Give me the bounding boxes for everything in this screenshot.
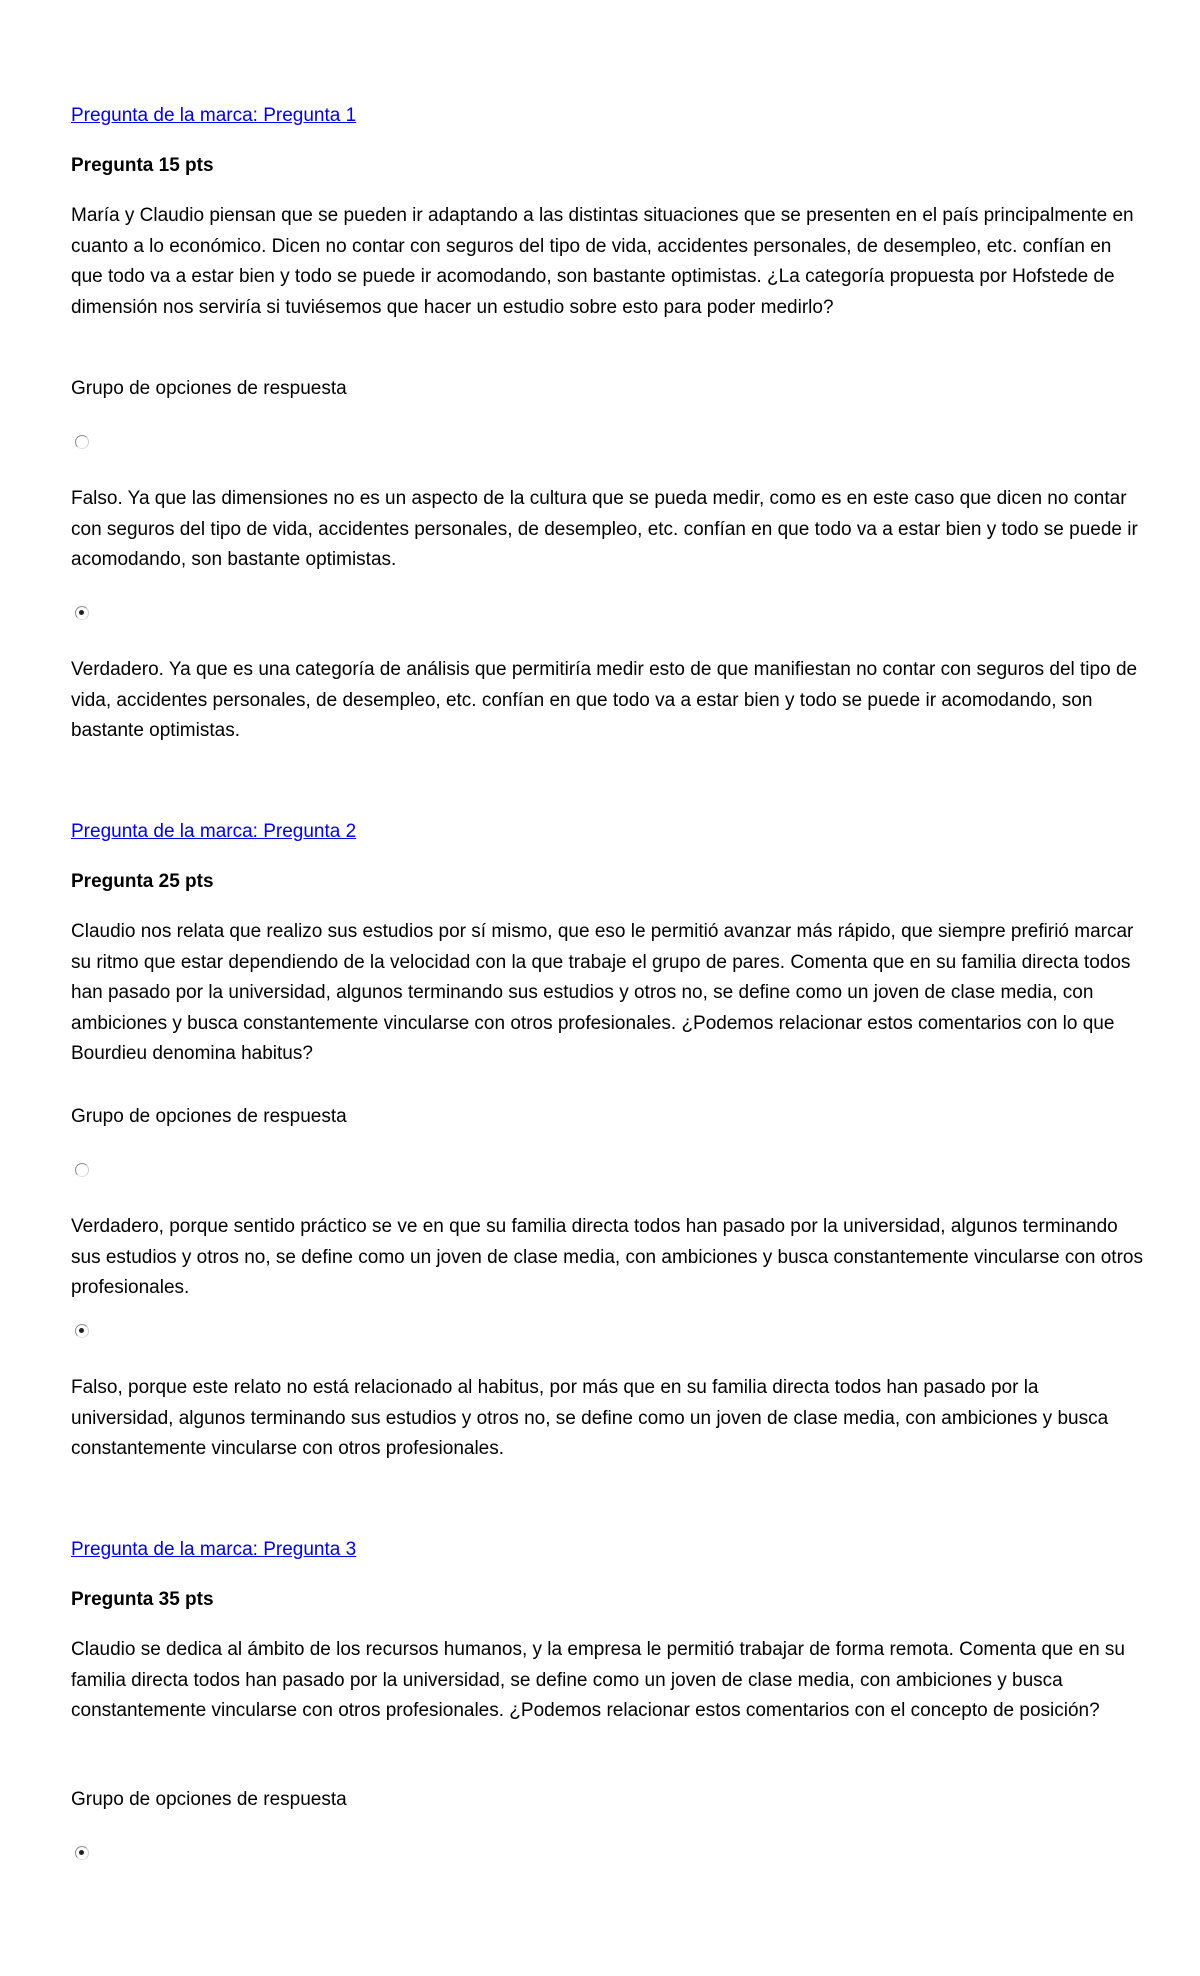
question-text: Claudio nos relata que realizo sus estudios por sí mismo, que eso le permitió avanzar más rápido, que siempre prefirió marcar su ritmo que estar dependiendo de la velocidad con la que trabaje el grupo de pares. Comenta que en su familia directa todos han pasado por la universidad, algunos terminando sus estudios y otros no, se define como un joven de clase media, con ambiciones y busca constantemente vincularse con otros profesionales. ¿Podemos relacionar estos comentarios con lo que Bourdieu denomina habitus? (71, 921, 1134, 1064)
answer-option-text-1: Verdadero, porque sentido práctico se ve en que su familia directa todos han pasado por la universidad, algunos terminando sus estudios y otros no, se define como un joven de clase media, con ambiciones y busca constantemente vincularse con otros profesionales. (71, 1216, 1143, 1298)
radio-selected-dot (79, 1328, 84, 1333)
radio-selected-dot (79, 1850, 84, 1855)
answer-radio-option-2[interactable] (75, 606, 89, 620)
flag-question-link[interactable]: Pregunta de la marca: Pregunta 1 (71, 105, 357, 126)
answer-radio-option-1[interactable] (75, 1163, 89, 1177)
answer-option-text-2: Falso, porque este relato no está relacionado al habitus, por más que en su familia directa todos han pasado por la universidad, algunos terminando sus estudios y otros no, se define como un joven de clase media, con ambiciones y busca constantemente vincularse con otros profesionales. (71, 1377, 1109, 1459)
question-title: Pregunta 15 pts (71, 155, 214, 176)
question-title: Pregunta 25 pts (71, 871, 214, 892)
question-title: Pregunta 35 pts (71, 1589, 214, 1610)
answer-radio-option-1[interactable] (75, 435, 89, 449)
answer-option-text-1: Falso. Ya que las dimensiones no es un aspecto de la cultura que se pueda medir, como es en este caso que dicen no contar con seguros del tipo de vida, accidentes personales, de desempleo, etc. confían en que todo va a estar bien y todo se puede ir acomodando, son bastante optimistas. (71, 488, 1138, 570)
answer-option-text-2: Verdadero. Ya que es una categoría de análisis que permitiría medir esto de que manifiestan no contar con seguros del tipo de vida, accidentes personales, de desempleo, etc. confían en que todo va a estar bien y todo se puede ir acomodando, son bastante optimistas. (71, 659, 1138, 741)
answer-group-label: Grupo de opciones de respuesta (71, 1106, 347, 1127)
answer-group-label: Grupo de opciones de respuesta (71, 378, 347, 399)
radio-selected-dot (79, 610, 84, 615)
answer-radio-option-1[interactable] (75, 1846, 89, 1860)
question-text: María y Claudio piensan que se pueden ir adaptando a las distintas situaciones que se presenten en el país principalmente en cuanto a lo económico. Dicen no contar con seguros del tipo de vida, accidentes personales, de desempleo, etc. confían en que todo va a estar bien y todo se puede ir acomodando, son bastante optimistas. ¿La categoría propuesta por Hofstede de dimensión nos serviría si tuviésemos que hacer un estudio sobre esto para poder medirlo? (71, 205, 1134, 318)
answer-radio-option-2[interactable] (75, 1324, 89, 1338)
question-text: Claudio se dedica al ámbito de los recursos humanos, y la empresa le permitió trabajar de forma remota. Comenta que en su familia directa todos han pasado por la universidad, se define como un joven de clase media, con ambiciones y busca constantemente vincularse con otros profesionales. ¿Podemos relacionar estos comentarios con el concepto de posición? (71, 1639, 1125, 1721)
flag-question-link[interactable]: Pregunta de la marca: Pregunta 3 (71, 1539, 357, 1560)
flag-question-link[interactable]: Pregunta de la marca: Pregunta 2 (71, 821, 357, 842)
answer-group-label: Grupo de opciones de respuesta (71, 1789, 347, 1810)
